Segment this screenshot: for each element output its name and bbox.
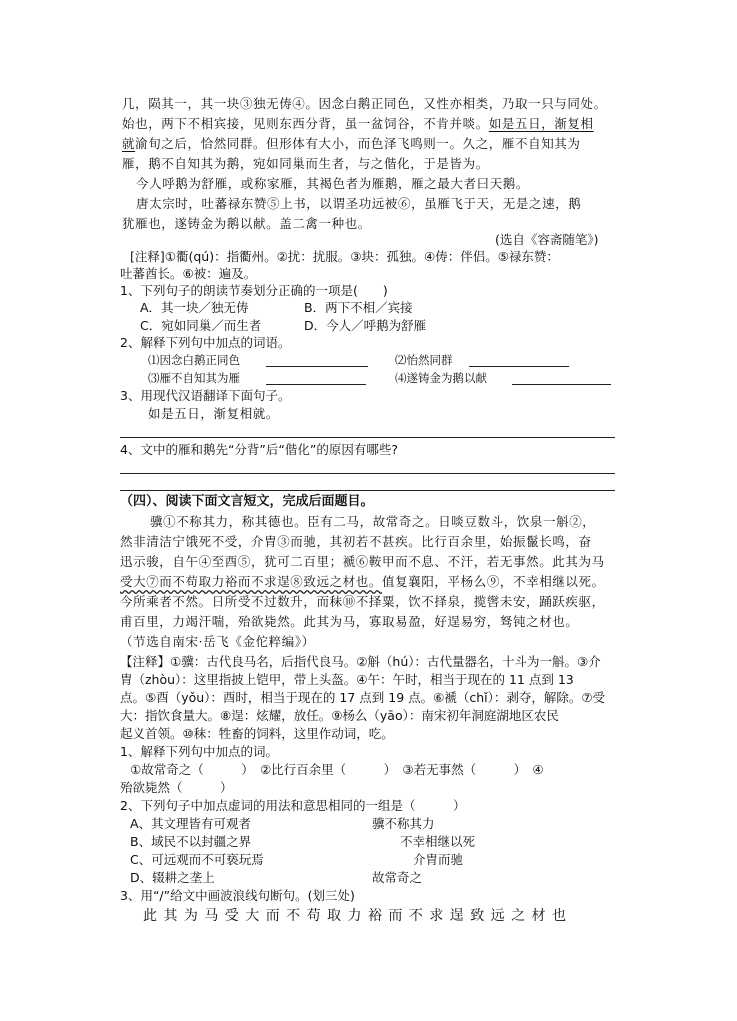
section4-question-1: 1、解释下列句中加点的词。: [120, 744, 278, 759]
section4-source: （节选自南宋·岳飞《金佗粹编》）: [120, 634, 315, 649]
q3-option-d: D．今人／呼鹅为舒雁: [304, 318, 427, 333]
passage3-line-3-text: 渝旬之后，恰然同群。但形体有大小，而色泽飞鸣则一。久之，雁不自知其为: [135, 136, 581, 151]
q3-question-3: 3、用现代汉语翻译下面句子。: [120, 388, 291, 403]
passage3-line-2: [122, 116, 594, 132]
passage3-notes-1: [注释]①衢(qú)：指衢州。②扰：扰服。③块：孤独。④俦：伴侣。⑤禄东赞：: [130, 249, 559, 264]
q3-item-3: ⑶雁不自知其为雁: [148, 371, 240, 385]
q3-option-c: C．宛如同巢／而生者: [140, 318, 262, 333]
q4-answer-line-2[interactable]: [120, 490, 615, 491]
section4-question-1-item4: 殆欲毙然（ ）: [120, 780, 233, 795]
wavy-underlined-sentence: 受大⑦而不苟取力裕而不求逞⑧致远之材也。: [120, 574, 383, 589]
q3-item-1-blank[interactable]: [266, 366, 368, 367]
section4-question-3-sentence: 此 其 为 马 受 大 而 不 苟 取 力 裕 而 不 求 逞 致 远 之 材 也: [143, 908, 568, 924]
section4-line-3: 迅示骏，自午④至酉⑤，犹可二百里；褫⑥鞍甲而不息、不汗，若无事然。此其为马: [120, 554, 605, 569]
q2-row-a-left: A、其文理皆有可观者: [130, 816, 252, 831]
underlined-sentence: 如是五日，渐复相: [488, 116, 594, 131]
section4-question-3: 3、用“/”给文中画波浪线句断句。(划三处): [120, 888, 355, 903]
q2-row-b-right: 不幸相继以死: [400, 834, 476, 849]
q2-row-d-left: D、辍耕之垄上: [130, 870, 215, 885]
underlined-sentence-end: 就: [122, 136, 136, 151]
passage3-line-3: [122, 136, 581, 152]
passage3-notes-2: 吐蕃酋长。⑥被：遍及。: [120, 266, 257, 281]
passage3-source: (选自《容斋随笔》): [495, 232, 599, 247]
passage3-line-6: 唐太宗时，吐蕃禄东赞⑤上书，以谓圣功远被⑥，虽雁飞于天，无是之速，鹅: [136, 196, 582, 211]
section4-notes-1: 【注释】①骥：古代良马名，后指代良马。②斛（hú）：古代量器名，十斗为一斛。③介: [120, 654, 601, 669]
section4-line-2: 然非清洁宁饿死不受，介胄③而驰，其初若不甚疾。比行百余里，始振鬣长鸣，奋: [120, 534, 592, 549]
section4-notes-4: 大：指饮食量大。⑧逞：炫耀，放任。⑨杨么（yāo）：南宋初年洞庭湖地区农民: [120, 708, 559, 723]
q3-item-2: ⑵怡然同群: [395, 353, 453, 367]
passage3-line-2-text: 始也，两下不相宾接，见则东西分背，虽一盆饲谷，不肯并啖。: [122, 116, 489, 131]
q3-item-4: ⑷遂铸金为鹅以献: [395, 371, 487, 385]
passage3-line-7: 犹雁也，遂铸金为鹅以献。盖二禽一种也。: [122, 216, 371, 231]
passage3-line-4: 雁，鹅不自知其为鹅，宛如同巢而生者，与之偕化，于是皆为。: [122, 156, 489, 171]
q2-row-b-left: B、域民不以封疆之界: [130, 834, 252, 849]
q3-option-a: A．其一块／独无俦: [140, 300, 249, 315]
section4-line-6: 甫百里，力竭汗喘，殆欲毙然。此其为马，寡取易盈，好逞易穷，驽钝之材也。: [120, 614, 579, 629]
section4-notes-2: 胄（zhòu）：这里指披上铠甲，带上头盔。④午：午时，相当于现在的 11 点到 13: [120, 672, 574, 687]
section4-question-2: 2、下列句子中加点虚词的用法和意思相同的一组是（ ）: [120, 798, 466, 813]
q3-item-2-blank[interactable]: [469, 366, 569, 367]
q3-question-1: 1、下列句子的朗读节奏划分正确的一项是( ): [120, 283, 388, 298]
q3-item-1: ⑴因念白鹅正同色: [148, 353, 240, 367]
section4-line-4: [120, 574, 605, 590]
q3-option-b: B．两下不相／宾接: [304, 300, 413, 315]
section4-line-4-rest: 值复襄阳，平杨么⑨，不幸相继以死。: [382, 574, 605, 589]
q2-row-c-right: 介胄而驰: [413, 852, 464, 867]
q2-row-a-right: 骥不称其力: [372, 816, 435, 831]
passage3-line-5: 今人呼鹅为舒雁，或称家雁，其褐色者为雁鹅，雁之最大者曰天鹅。: [136, 176, 530, 191]
q3-item-3-blank[interactable]: [266, 384, 366, 385]
q2-row-c-left: C、可远观而不可亵玩焉: [130, 852, 264, 867]
q3-item-4-blank[interactable]: [512, 384, 611, 385]
section4-line-5: 今所乘者不然。日所受不过数升，而秣⑩不择粟，饮不择泉，揽辔未安，踊跃疾驱，: [120, 594, 605, 609]
section4-notes-3: 点。⑤酉（yǒu）：酉时，相当于现在的 17 点到 19 点。⑥褫（chǐ）：剥夺，解除。⑦受: [120, 690, 606, 705]
q3-translate-sentence: 如是五日，渐复相就。: [148, 406, 280, 421]
section4-heading: （四）、阅读下面文言短文，完成后面题目。: [120, 494, 374, 509]
q3-question-2: 2、解释下列句中加点的词语。: [120, 335, 291, 350]
q2-row-d-right: 故常奇之: [372, 870, 423, 885]
section4-notes-5: 起义首领。⑩秣：牲畜的饲料，这里作动词，吃。: [120, 726, 394, 741]
section4-line-1: 骥①不称其力，称其德也。臣有二马，故常奇之。日啖豆数斗，饮泉一斛②，: [150, 514, 596, 529]
section4-question-1-items: ①故常奇之（ ） ②比行百余里（ ） ③若无事然（ ） ④: [130, 762, 544, 777]
q3-question-4: 4、文中的雁和鹅先“分背”后“偕化”的原因有哪些?: [120, 442, 398, 457]
q4-answer-line-1[interactable]: [120, 473, 615, 474]
q3-answer-line-1[interactable]: [120, 437, 615, 438]
passage3-line-1: 几，陨其一，其一块③独无俦④。因念白鹅正同色，又性亦相类，乃取一只与同处。: [122, 96, 607, 111]
